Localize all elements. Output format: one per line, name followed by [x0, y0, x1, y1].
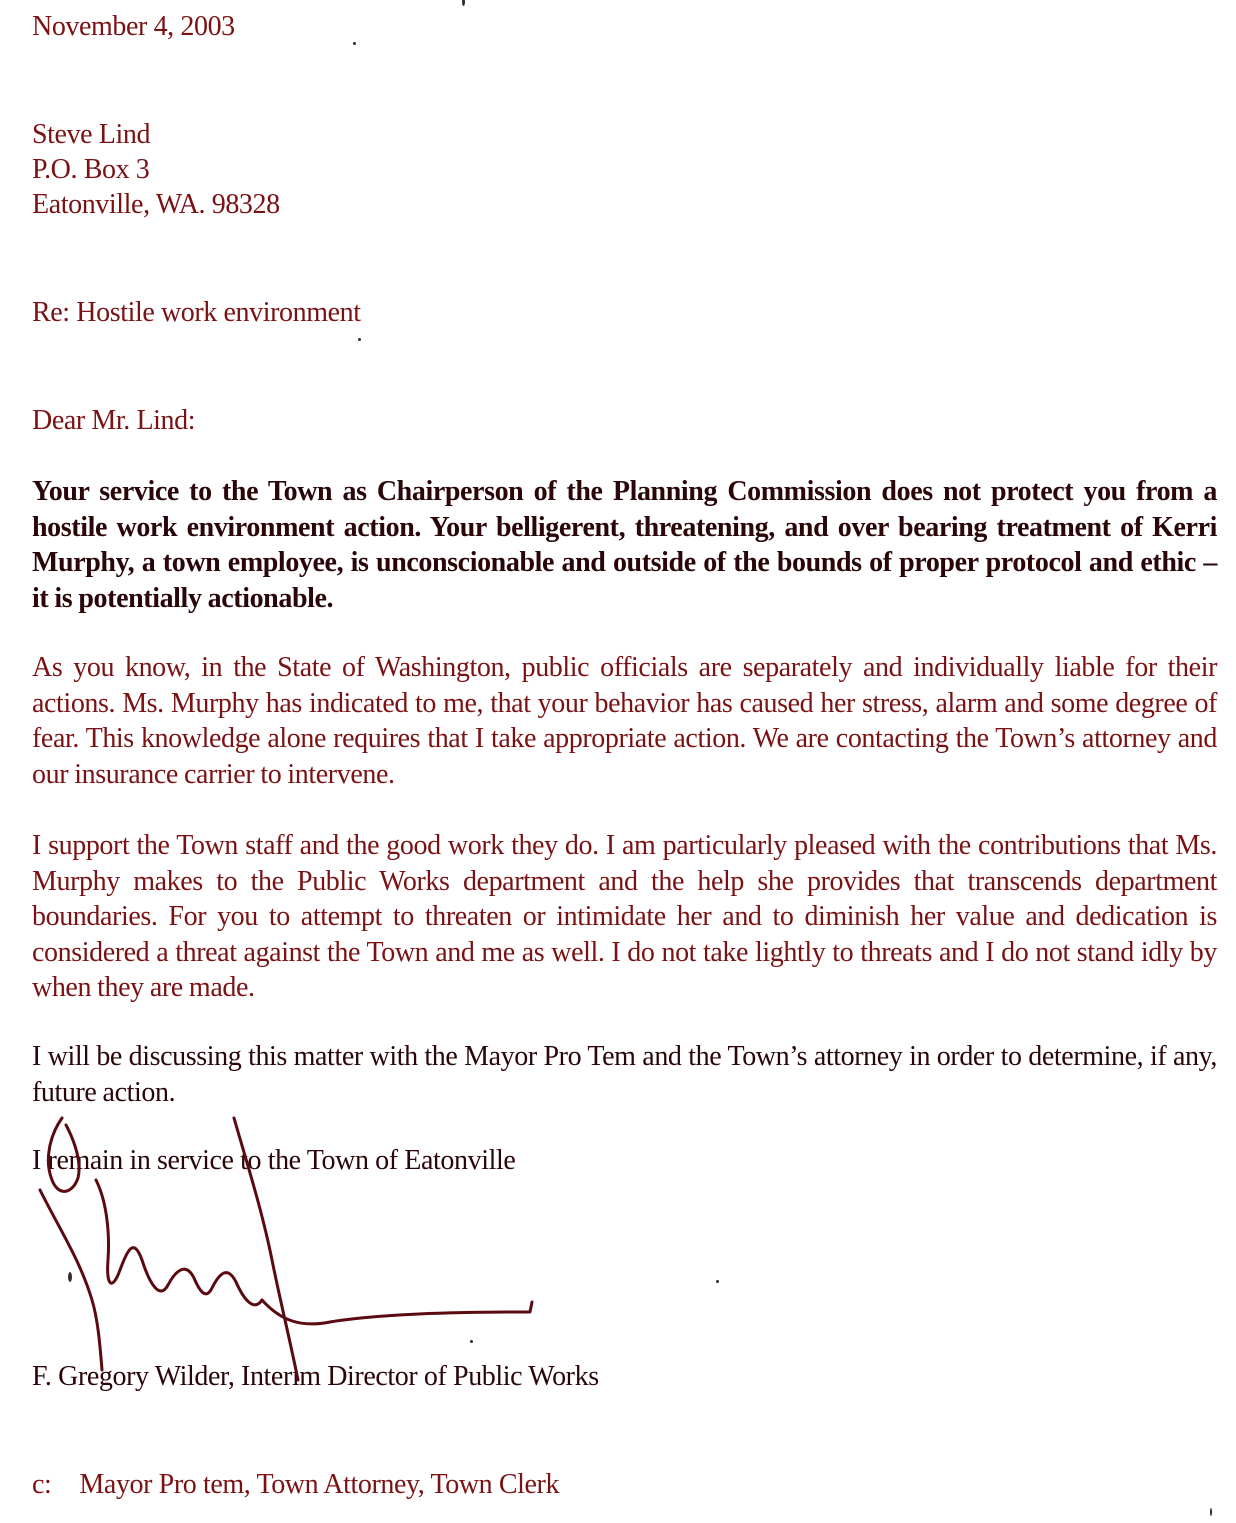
scan-speck	[358, 338, 361, 341]
letter-paragraph-4: I will be discussing this matter with the Mayor Pro Tem and the Town’s attorney in order to determine, if any, future action.	[32, 1041, 1217, 1108]
scan-speck	[68, 1272, 72, 1282]
cc-label: c:	[32, 1469, 52, 1500]
letter-paragraph-2: As you know, in the State of Washington, public officials are separately and individually liable for their actions. Ms. Murphy has indicated to me, that your behavior has caused her stress, alarm and some degree of fear. This knowledge alone requires that I take appropriate action. We are contacting the Town’s attorney and our insurance carrier to intervene.	[32, 652, 1217, 790]
letter-date: November 4, 2003	[32, 11, 235, 42]
cc-line	[32, 1470, 559, 1500]
signature-stroke-tail	[262, 1300, 532, 1324]
scan-speck	[1210, 1508, 1212, 1516]
cc-recipients: Mayor Pro tem, Town Attorney, Town Clerk	[79, 1469, 560, 1500]
scan-speck	[462, 0, 465, 6]
scan-speck	[716, 1280, 719, 1283]
letter-paragraph-1: Your service to the Town as Chairperson of the Planning Commission does not protect you from a hostile work environment action. Your belligerent, threatening, and over bearing treatment of Kerri Murphy, a town employee, is unconscionable and outside of the bounds of proper protocol and ethic – it is potentially actionable.	[32, 476, 1217, 614]
recipient-address-line2: Eatonville, WA. 98328	[32, 189, 280, 220]
recipient-address-line1: P.O. Box 3	[32, 154, 150, 185]
signature-stroke-g	[96, 1180, 168, 1291]
scan-speck	[470, 1340, 473, 1343]
signature-stroke-w	[168, 1269, 262, 1305]
scan-speck	[353, 42, 356, 45]
recipient-name: Steve Lind	[32, 119, 151, 150]
signer-name-title: F. Gregory Wilder, Interim Director of Public Works	[32, 1361, 599, 1392]
letter-paragraph-3: I support the Town staff and the good work they do. I am particularly pleased with the contributions that Ms. Murphy makes to the Public Works department and the help she provides that transcends department boundaries. For you to attempt to threaten or intimidate her and to diminish her value and dedication is considered a threat against the Town and me as well. I do not take lightly to threats and I do not stand idly by when they are made.	[32, 830, 1217, 1004]
letter-closing: I remain in service to the Town of Eatonville	[32, 1145, 516, 1176]
letter-salutation: Dear Mr. Lind:	[32, 405, 196, 436]
letter-subject: Re: Hostile work environment	[32, 297, 361, 328]
